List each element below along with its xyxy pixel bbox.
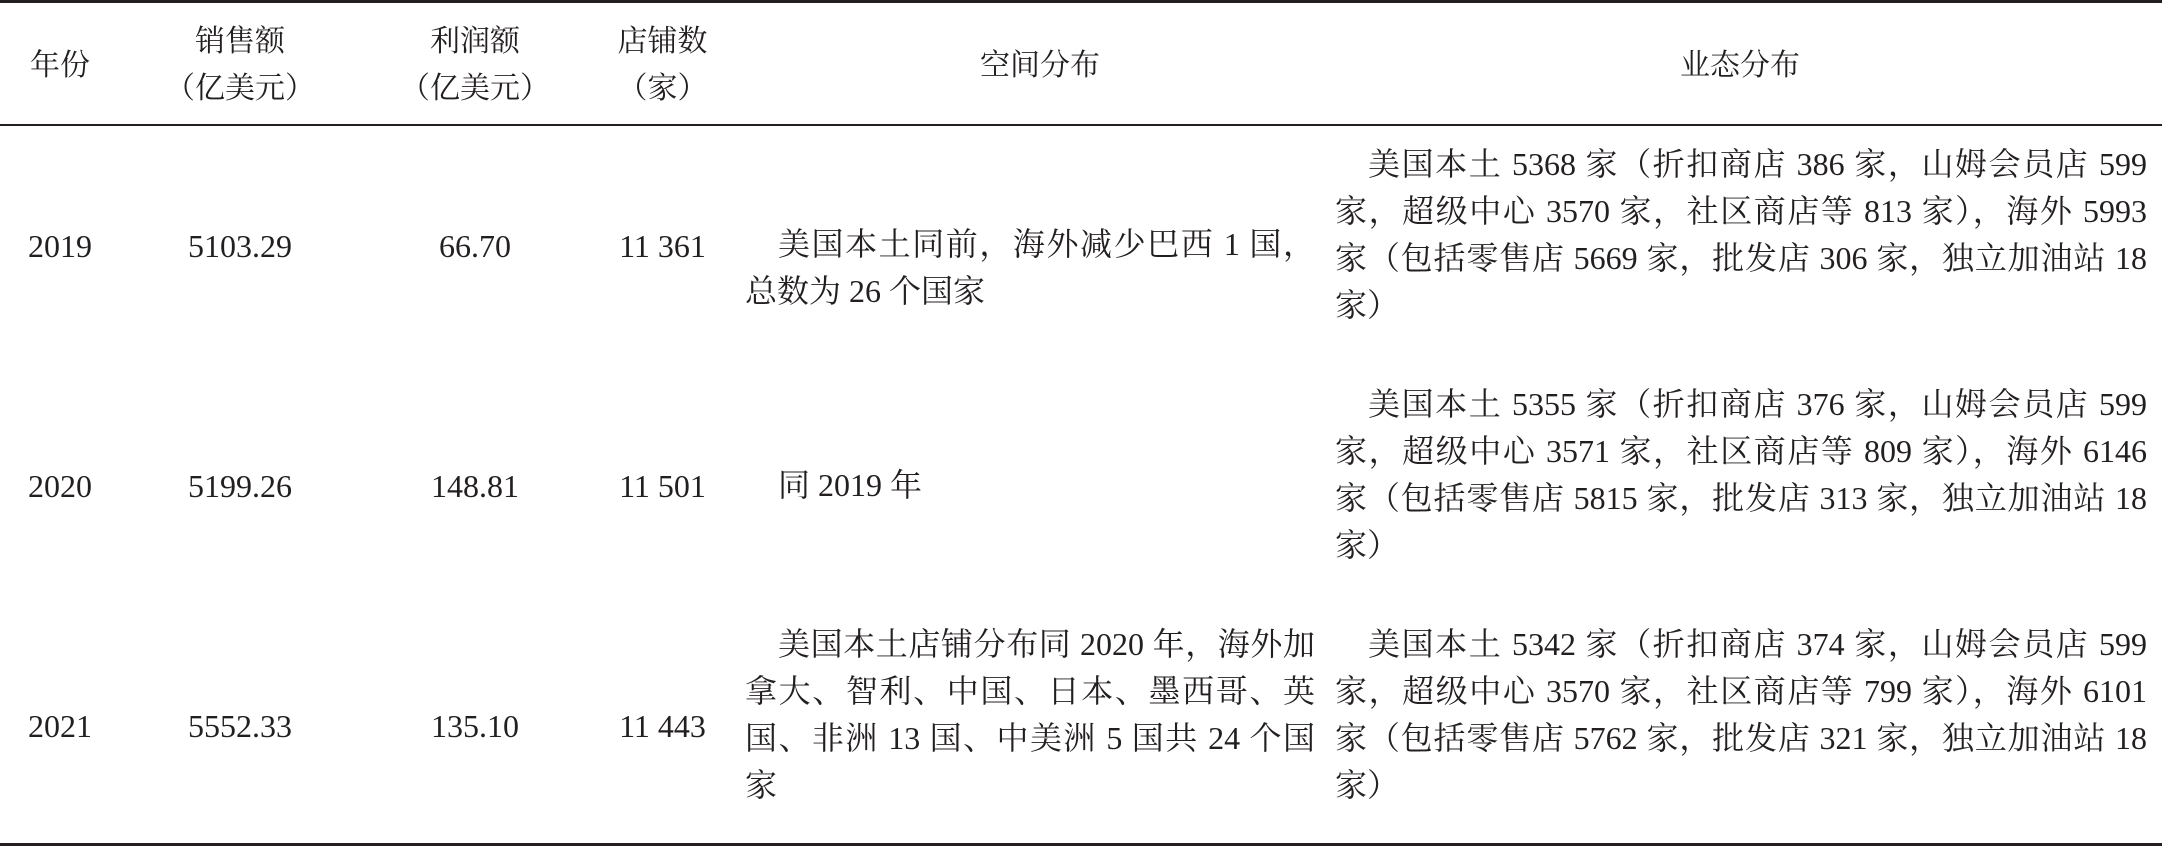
row-2019-format: 美国本土 5368 家（折扣商店 386 家，山姆会员店 599 家，超级中心 3570 家，社区商店等 813 家），海外 5993 家（包括零售店 5669 家，批发店 306 家，独立加油站 18 家） [1335, 146, 2147, 323]
header-rule [0, 124, 2162, 126]
row-2019-year: 2019 [28, 227, 92, 264]
row-2020-spatial: 同 2019 年 [778, 467, 923, 503]
header-spatial-label: 空间分布 [980, 47, 1100, 83]
row-2019-spatial: 美国本土同前，海外减少巴西 1 国，总数为 26 个国家 [745, 226, 1315, 309]
header-sales-label: 销售额 [195, 24, 285, 59]
header-spatial [745, 10, 1335, 120]
row-2021-stores: 11 443 [619, 707, 706, 744]
header-profit [360, 10, 590, 120]
row-2020-stores: 11 501 [619, 467, 706, 504]
header-stores [590, 10, 735, 120]
row-2021-format: 美国本土 5342 家（折扣商店 374 家，山姆会员店 599 家，超级中心 3570 家，社区商店等 799 家），海外 6101 家（包括零售店 5762 家，批发店 321 家，独立加油站 18 家） [1335, 626, 2147, 803]
header-sales-unit: （亿美元） [165, 71, 315, 106]
header-year [0, 10, 120, 120]
header-profit-label: 利润额 [430, 24, 520, 59]
row-2019-profit: 66.70 [439, 227, 511, 264]
header-stores-unit: （家） [617, 71, 708, 106]
row-2020-profit: 148.81 [431, 467, 519, 504]
header-profit-unit: （亿美元） [400, 71, 550, 106]
header-format-label: 业态分布 [1680, 47, 1800, 83]
row-2020-sales: 5199.26 [188, 467, 292, 504]
header-sales [120, 10, 360, 120]
row-2020-format: 美国本土 5355 家（折扣商店 376 家，山姆会员店 599 家，超级中心 3571 家，社区商店等 809 家），海外 6146 家（包括零售店 5815 家，批发店 313 家，独立加油站 18 家） [1335, 386, 2147, 563]
row-2021-sales: 5552.33 [188, 707, 292, 744]
row-2021-year: 2021 [28, 707, 92, 744]
row-2020-year: 2020 [28, 467, 92, 504]
header-format [1335, 10, 2145, 120]
row-2019-sales: 5103.29 [188, 227, 292, 264]
top-rule [0, 0, 2162, 3]
header-stores-label: 店铺数 [617, 24, 708, 59]
header-year-label: 年份 [30, 47, 90, 83]
row-2019-stores: 11 361 [619, 227, 706, 264]
row-2021-spatial: 美国本土店铺分布同 2020 年，海外加拿大、智利、中国、日本、墨西哥、英国、非洲 13 国、中美洲 5 国共 24 个国家 [745, 626, 1315, 803]
row-2021-profit: 135.10 [431, 707, 519, 744]
